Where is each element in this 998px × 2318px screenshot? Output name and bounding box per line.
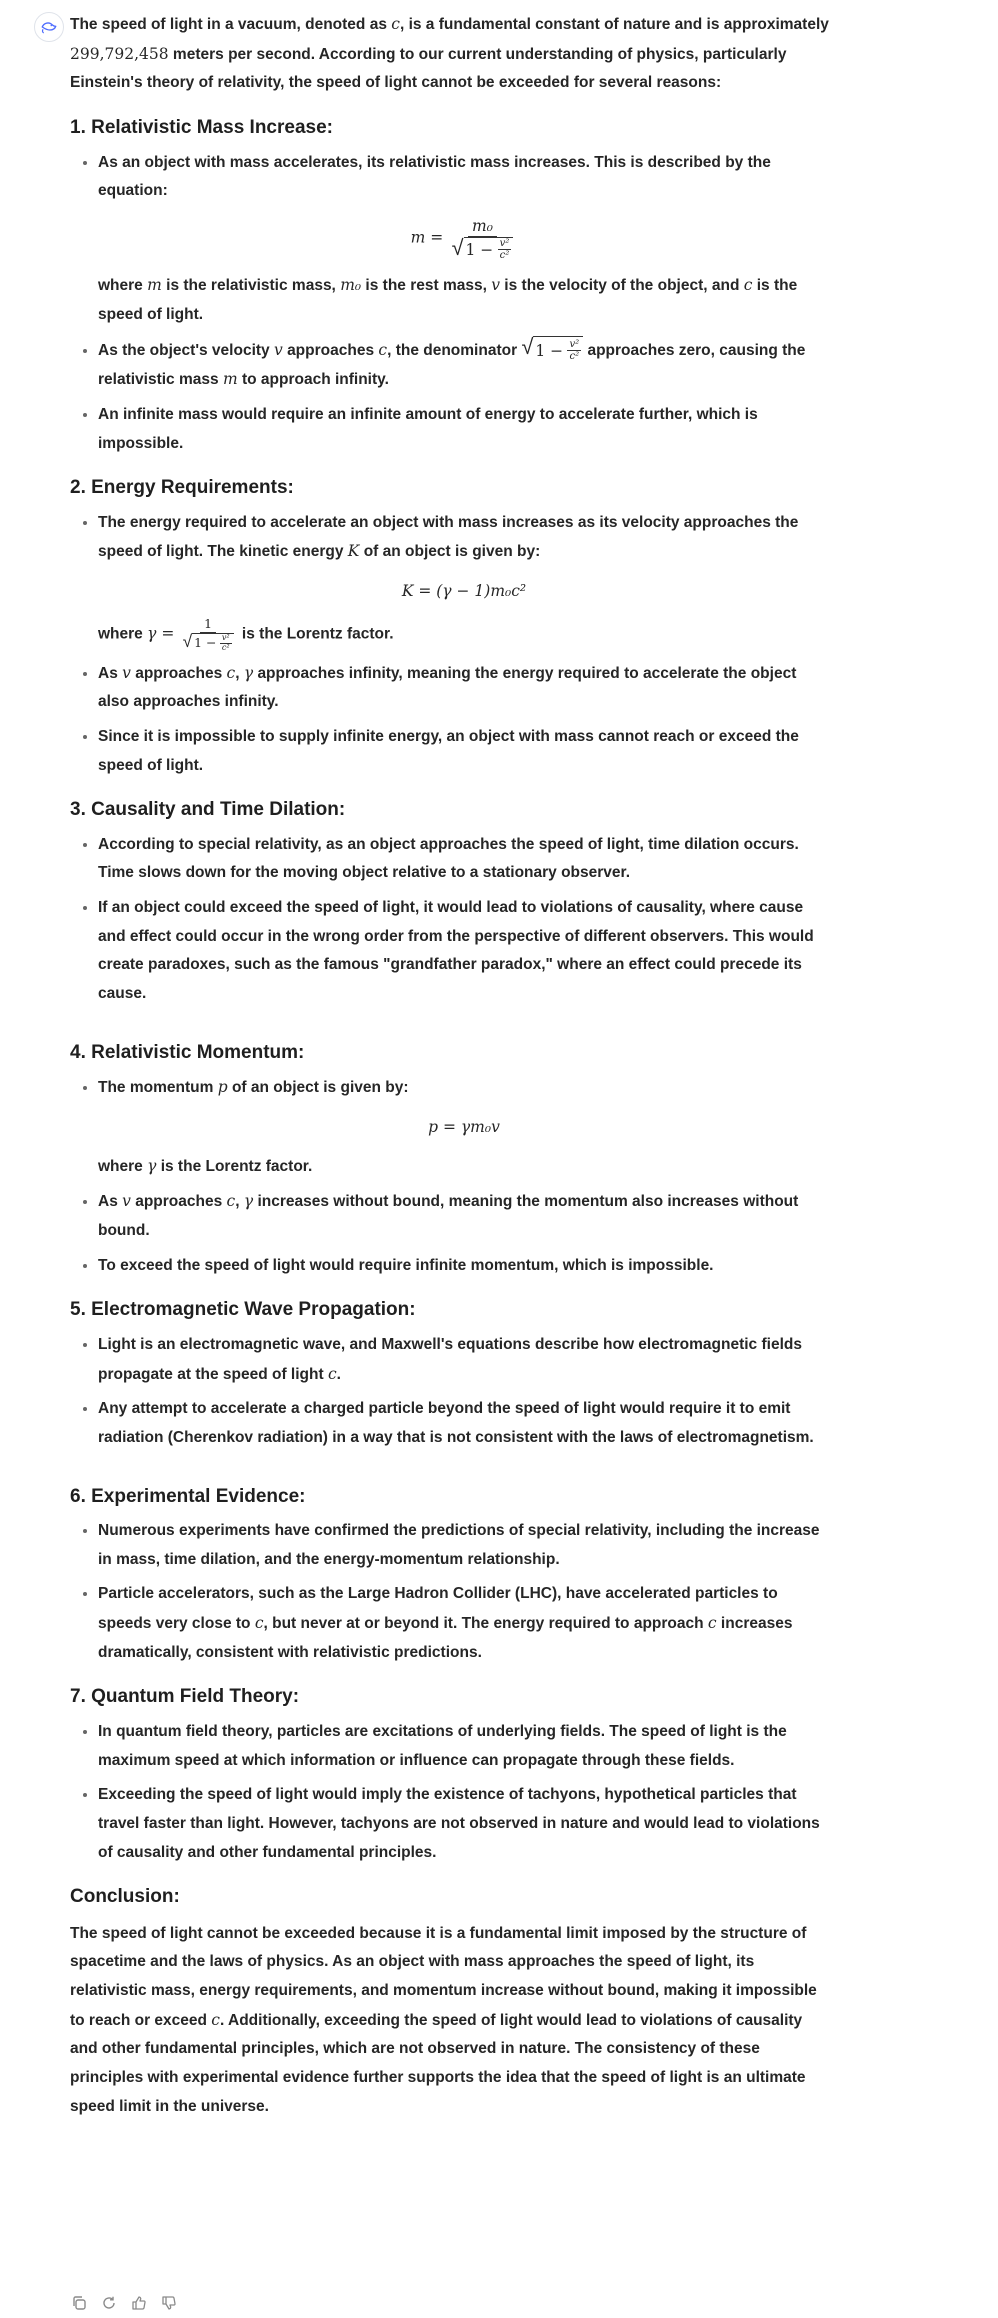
thumbs-up-icon	[131, 2295, 147, 2311]
symbol-m: m	[147, 276, 162, 295]
list-item: • According to special relativity, as an object approaches the speed of light, time dilation occurs. Time slows down for the moving object relative to a stationary observer.	[98, 831, 830, 888]
symbol-c: c	[707, 1614, 717, 1633]
section-title: Conclusion:	[70, 1886, 180, 1908]
bullet-text: to approach infinity.	[241, 371, 389, 389]
where-text: is the Lorentz factor.	[160, 1157, 313, 1175]
regenerate-button[interactable]	[100, 2294, 118, 2312]
bullet-text: ,	[235, 1193, 240, 1211]
symbol-c: c	[391, 15, 400, 33]
section-qft	[70, 1683, 830, 1867]
symbol-c: c	[226, 1192, 236, 1211]
symbol-gamma: γ	[147, 1156, 157, 1175]
list-item: • An infinite mass would require an infinite amount of energy to accelerate further, which is impossible.	[98, 401, 830, 458]
symbol-K: K	[347, 542, 360, 561]
bullet-text: The momentum	[98, 1079, 214, 1097]
list-item	[98, 509, 830, 653]
eq-lhs: m =	[410, 228, 444, 247]
momentum-equation: p = γm₀v	[428, 1118, 500, 1136]
symbol-c: c	[226, 663, 236, 682]
sqrt-sign: √	[182, 630, 193, 651]
bullet-text: of an object is given by:	[363, 543, 541, 561]
symbol-c: c	[743, 276, 753, 295]
list-item	[98, 333, 830, 395]
bullet-list	[70, 1331, 830, 1453]
thumbs-down-icon	[161, 2295, 177, 2311]
where-text: is the relativistic mass,	[166, 277, 336, 295]
eq-one-minus: 1 −	[465, 240, 494, 259]
list-item: • Numerous experiments have confirmed the predictions of special relativity, including the increase in mass, time dilation, and the energy-momentum relationship.	[98, 1517, 830, 1574]
list-item: • Any attempt to accelerate a charged particle beyond the speed of light would require it to emit radiation (Cherenkov radiation) in a way that is not consistent with the laws of electromagnetism.	[98, 1395, 830, 1452]
list-item: • Since it is impossible to supply infinite energy, an object with mass cannot reach or exceed the speed of light.	[98, 723, 830, 780]
bullet-text: Light is an electromagnetic wave, and Maxwell's equations describe how electromagnetic fields propagate at the speed of light	[98, 1335, 802, 1383]
section-title: 4. Relativistic Momentum:	[70, 1041, 305, 1063]
assistant-avatar	[34, 12, 64, 42]
where-text: where	[98, 1157, 143, 1175]
section-title: 6. Experimental Evidence:	[70, 1485, 306, 1507]
section-title: 3. Causality and Time Dilation:	[70, 799, 346, 821]
whale-logo-icon	[40, 18, 58, 36]
intro-text-3: meters per second. According to our current understanding of physics, particularly Einstein's theory of relativity, the speed of light cannot be exceeded for several reasons:	[70, 45, 787, 92]
section-em-propagation	[70, 1296, 830, 1452]
bullet-text: As an object with mass accelerates, its relativistic mass increases. This is described by the equation:	[98, 153, 771, 200]
list-item: • If an object could exceed the speed of light, it would lead to violations of causality, where cause and effect could occur in the wrong order from the perspective of different observers. This would create paradoxes, such as the famous "grandfather paradox," where an effect could precede its cause.	[98, 894, 830, 1009]
where-text: where	[98, 625, 143, 643]
thumbs-up-button[interactable]	[130, 2294, 148, 2312]
section-title: 5. Electromagnetic Wave Propagation:	[70, 1299, 416, 1321]
inline-sqrt	[521, 333, 583, 366]
symbol-c: c	[378, 340, 388, 359]
bullet-list	[70, 1718, 830, 1867]
eq-one-minus: 1 −	[194, 635, 217, 651]
symbol-v: v	[122, 663, 131, 682]
thumbs-down-button[interactable]	[160, 2294, 178, 2312]
symbol-m0: m₀	[340, 276, 362, 295]
bullet-text: The energy required to accelerate an object with mass increases as its velocity approaches the speed of light. The kinetic energy	[98, 513, 799, 561]
bullet-text: ,	[235, 664, 240, 682]
symbol-c: c	[327, 1364, 337, 1383]
symbol-v: v	[122, 1192, 131, 1211]
bullet-text: increases dramatically, consistent with relativistic predictions.	[98, 1615, 793, 1661]
v-squared: v²	[221, 632, 230, 642]
bullet-list	[70, 1517, 830, 1667]
bullet-text: approaches infinity, meaning the energy required to accelerate the object also approaches infinity.	[98, 664, 797, 711]
c-squared: c²	[221, 642, 230, 652]
lorentz-fraction	[179, 616, 238, 653]
bullet-text: approaches	[287, 341, 375, 359]
section-momentum	[70, 1039, 830, 1281]
where-text: is the speed of light.	[98, 277, 798, 323]
eq-denominator	[448, 237, 518, 261]
symbol-p: p	[217, 1078, 228, 1097]
section-relativistic-mass	[70, 114, 830, 458]
symbol-v: v	[491, 276, 500, 295]
bullet-text: approaches zero, causing the relativistic mass	[98, 341, 806, 389]
intro-paragraph	[70, 10, 830, 98]
symbol-gamma: γ	[243, 1192, 254, 1211]
copy-button[interactable]	[70, 2294, 88, 2312]
section-experimental-evidence	[70, 1483, 830, 1668]
section-conclusion	[70, 1883, 830, 2121]
eq-denominator	[179, 630, 238, 653]
bullet-text: As	[98, 1193, 118, 1211]
section-energy-requirements	[70, 474, 830, 780]
section-title: 7. Quantum Field Theory:	[70, 1686, 300, 1708]
eq-numerator: 1	[200, 616, 216, 633]
bullet-text: , the denominator	[387, 341, 518, 359]
list-item	[98, 1580, 830, 1667]
section-title: 2. Energy Requirements:	[70, 477, 294, 499]
kinetic-energy-equation: K = (γ − 1)m₀c²	[401, 582, 527, 601]
where-text: is the rest mass,	[365, 277, 487, 295]
c-squared: c²	[499, 250, 510, 262]
sqrt-sign: √	[451, 235, 464, 260]
sqrt-body	[533, 336, 583, 366]
list-item	[98, 1073, 830, 1181]
bullet-list	[70, 509, 830, 781]
speed-value: 299,792,458	[70, 44, 169, 63]
section-title: 1. Relativistic Mass Increase:	[70, 117, 333, 139]
bullet-text: increases without bound, meaning the momentum also increases without bound.	[98, 1193, 799, 1240]
eq-numerator: m₀	[468, 216, 497, 237]
bullet-text: of an object is given by:	[231, 1079, 409, 1097]
eq-sqrt	[452, 237, 514, 261]
v-squared: v²	[569, 339, 580, 351]
sqrt-body	[192, 633, 233, 653]
where-text: where	[98, 277, 143, 295]
v-over-c	[567, 339, 581, 362]
bullet-text: Particle accelerators, such as the Large Hadron Collider (LHC), have accelerated particles to speeds very close to	[98, 1585, 778, 1633]
list-item: • To exceed the speed of light would require infinite momentum, which is impossible.	[98, 1252, 830, 1281]
bullet-text: As the object's velocity	[98, 341, 270, 359]
mass-equation	[98, 216, 830, 261]
bullet-text: approaches	[135, 1193, 223, 1211]
list-item: • In quantum field theory, particles are excitations of underlying fields. The speed of light is the maximum speed at which information or influence can propagate through these fields.	[98, 1718, 830, 1775]
bullet-text: .	[336, 1365, 341, 1383]
bullet-list	[70, 149, 830, 459]
gamma-lhs: γ =	[147, 624, 175, 643]
symbol-c: c	[254, 1614, 264, 1633]
regenerate-icon	[101, 2295, 117, 2311]
list-item	[98, 659, 830, 717]
v-over-c	[220, 634, 232, 653]
c-squared: c²	[569, 351, 580, 363]
list-item	[98, 1187, 830, 1245]
section-causality	[70, 796, 830, 1009]
intro-text-1: The speed of light in a vacuum, denoted as	[70, 16, 387, 33]
bullet-list	[70, 1073, 830, 1280]
sqrt-body	[464, 237, 514, 261]
eq-one-minus: 1 −	[535, 341, 564, 360]
list-item: • Exceeding the speed of light would imply the existence of tachyons, hypothetical particles that travel faster than light. However, tachyons are not observed in nature and would lead to violations of causality and other fundamental principles.	[98, 1781, 830, 1867]
copy-icon	[71, 2295, 87, 2311]
intro-text-2: , is a fundamental constant of nature and is approximately	[399, 16, 829, 33]
eq-sqrt	[182, 630, 234, 653]
where-text: is the Lorentz factor.	[241, 625, 394, 643]
where-text: is the velocity of the object, and	[504, 277, 740, 295]
v-squared: v²	[499, 238, 510, 249]
bullet-text: , but never at or beyond it. The energy required to approach	[263, 1615, 704, 1633]
message-actions	[70, 2294, 178, 2312]
symbol-c: c	[211, 2010, 220, 2029]
list-item	[98, 1331, 830, 1389]
bullet-text: approaches	[135, 664, 223, 682]
symbol-m: m	[222, 370, 238, 389]
symbol-v: v	[273, 340, 283, 359]
eq-fraction	[448, 216, 518, 261]
assistant-message	[70, 10, 830, 2121]
sqrt-sign: √	[521, 333, 534, 359]
conclusion-text: The speed of light cannot be exceeded because it is a fundamental limit imposed by the structure of spacetime and the laws of physics. As an object with mass approaches the speed of light, its relativistic mass, energy requirements, and momentum increase without bound, making it impossible to reach or exceed	[70, 1924, 817, 2029]
conclusion-text: . Additionally, exceeding the speed of light would lead to violations of causality and other fundamental principles, which are not observed in nature. The consistency of these principles with experimental evidence further supports the idea that the speed of light is an ultimate speed limit in the universe.	[70, 2011, 806, 2115]
bullet-list	[70, 831, 830, 1009]
list-item	[98, 149, 830, 330]
v-over-c	[498, 238, 512, 261]
symbol-gamma: γ	[243, 663, 254, 682]
conclusion-paragraph	[70, 1920, 830, 2122]
bullet-text: As	[98, 664, 118, 682]
